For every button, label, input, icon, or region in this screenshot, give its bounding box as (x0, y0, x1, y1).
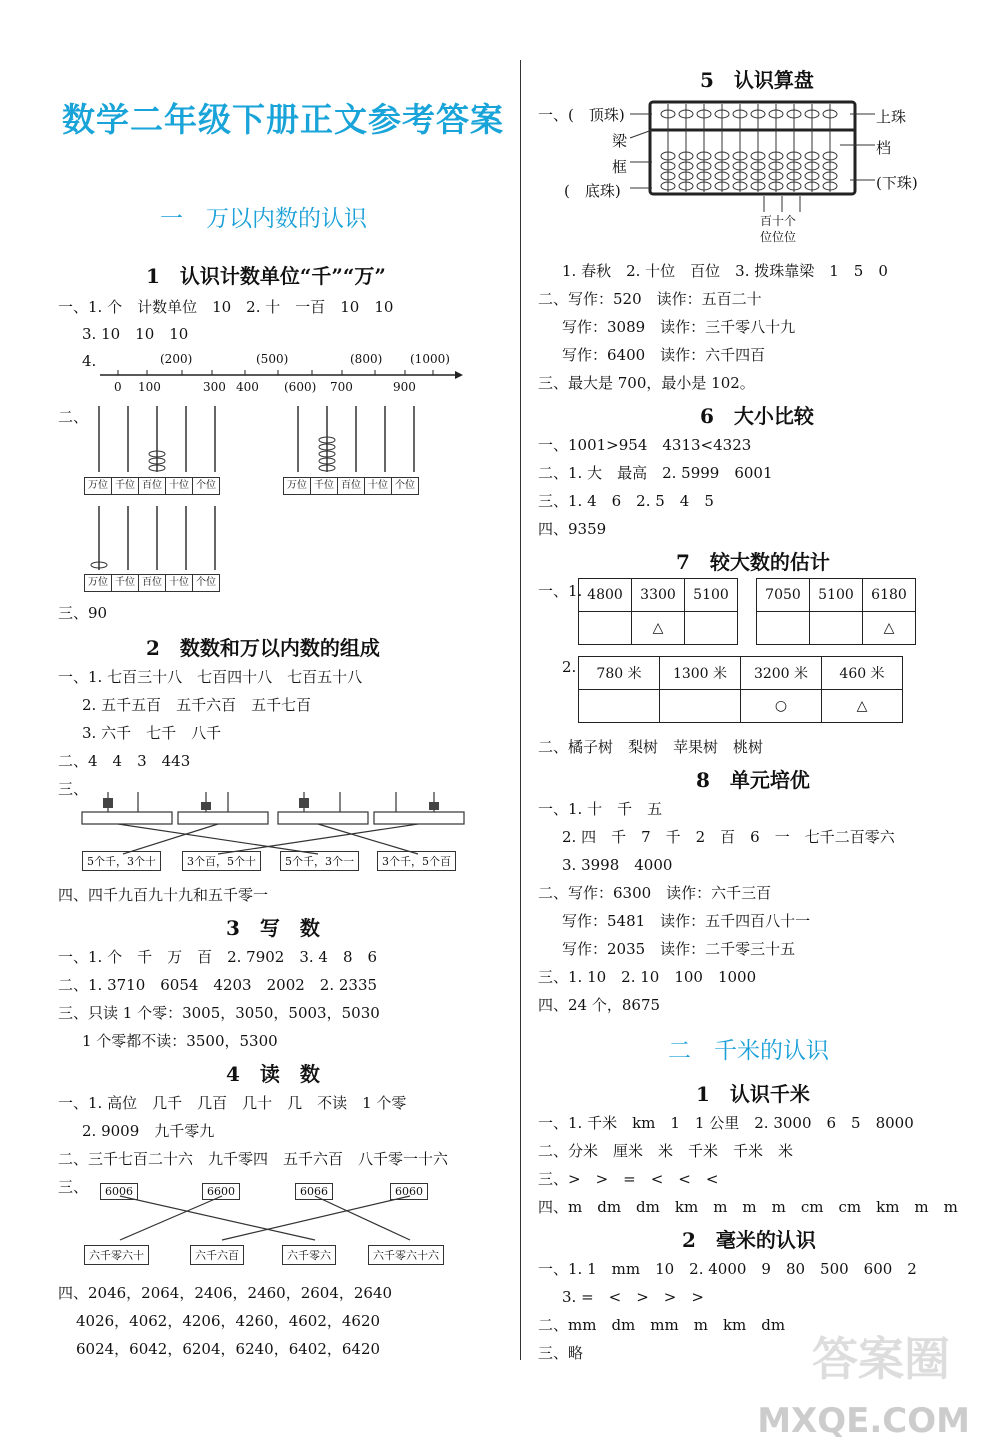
estimate-table-2 (756, 578, 916, 645)
s8-title: 8 单元培优 (696, 768, 810, 792)
t3-top-3: 3200 米 (741, 657, 822, 690)
column-divider (520, 60, 521, 1360)
nl-bot-7: 900 (393, 380, 416, 394)
s5-line4: 写作：6400 读作：六千四百 (562, 346, 766, 364)
s2-line3: 3. 六千 七千 八千 (82, 724, 222, 742)
label-ge: 个位 (192, 574, 220, 592)
unit2-title: 二 千米的认识 (668, 1038, 829, 1064)
abacus-labels-1 (84, 473, 219, 495)
t3-bot-1 (579, 690, 660, 723)
s5-line5: 三、最大是 700，最小是 102。 (538, 374, 755, 392)
s4-bot-2: 六千六百 (190, 1244, 244, 1265)
s3-line1: 一、1. 个 千 万 百 2. 7902 3. 4 8 6 (58, 948, 378, 966)
label-shi: 十位 (165, 574, 193, 592)
t3-bot-4: △ (822, 690, 903, 723)
label-bai: 百位 (138, 574, 166, 592)
watermark: MXQE.COM (757, 1401, 970, 1441)
k2-line1: 一、1. 1 mm 10 2. 4000 9 80 500 600 2 (538, 1260, 917, 1278)
label-qian: 千位 (111, 477, 139, 495)
nl-bot-5: (600) (284, 380, 317, 394)
s6-line4: 四、9359 (538, 520, 607, 538)
t2-top-3: 6180 (863, 579, 916, 612)
k2-line3: 二、mm dm mm m km dm (538, 1316, 786, 1334)
s1-line1: 一、1. 个 计数单位 10 2. 十 一百 10 10 (58, 298, 394, 316)
label-liang: 梁 (612, 132, 628, 150)
estimate-table-1 (578, 578, 738, 645)
s8-line4: 二、写作：6300 读作：六千三百 (538, 884, 772, 902)
label-bai: 百位 (138, 477, 166, 495)
abacus-labels-2 (283, 473, 418, 495)
abacus-frame-3 (84, 504, 234, 572)
s3-title: 3 写 数 (226, 916, 320, 940)
k1-line2: 二、分米 厘米 米 千米 千米 米 (538, 1142, 794, 1160)
label-wan: 万位 (283, 477, 311, 495)
nl-top-4: (1000) (410, 352, 450, 366)
s8-line8: 四、24 个，8675 (538, 996, 661, 1014)
s7-title: 7 较大数的估计 (676, 550, 830, 574)
t3-top-4: 460 米 (822, 657, 903, 690)
label-place-2: 位位位 (760, 230, 797, 244)
s3-line4: 1 个零都不读：3500，5300 (82, 1032, 278, 1050)
label-place-1: 百十个 (760, 214, 797, 228)
label-ge: 个位 (192, 477, 220, 495)
unit1-title: 一 万以内数的认识 (160, 206, 367, 232)
s8-line6: 写作：2035 读作：二千零三十五 (562, 940, 796, 958)
s4-title: 4 读 数 (226, 1062, 320, 1086)
label-xiazhu: (下珠) (876, 174, 918, 192)
s3-line3: 三、只读 1 个零：3005，3050，5003，5030 (58, 1004, 380, 1022)
s2-line6: 四、四千九百九十九和五千零一 (58, 886, 269, 904)
t1-bot-1 (579, 612, 632, 645)
label-wan: 万位 (84, 574, 112, 592)
nl-bot-2: 100 (138, 380, 161, 394)
t1-top-2: 3300 (632, 579, 685, 612)
label-dang: 档 (876, 139, 892, 157)
t3-top-2: 1300 米 (660, 657, 741, 690)
t1-top-1: 4800 (579, 579, 632, 612)
s1-line3: 4. (82, 352, 97, 370)
s4-line3: 二、三千七百二十六 九千零四 五千六百 八千零一十六 (58, 1150, 449, 1168)
s2-line2: 2. 五千五百 五千六百 五千七百 (82, 696, 312, 714)
s7-line3: 二、橘子树 梨树 苹果树 桃树 (538, 738, 764, 756)
s2-line1: 一、1. 七百三十八 七百四十八 七百五十八 (58, 668, 363, 686)
k2-line4: 三、略 (538, 1344, 584, 1362)
abacus-frame-1 (84, 404, 234, 474)
s4-bot-1: 六千零六十 (84, 1244, 149, 1265)
label-wan: 万位 (84, 477, 112, 495)
estimate-table-3 (578, 656, 903, 723)
s2-title: 2 数数和万以内数的组成 (146, 636, 380, 660)
s8-line1: 一、1. 十 千 五 (538, 800, 663, 818)
label-shangzhu: 上珠 (876, 108, 907, 126)
t2-top-1: 7050 (757, 579, 810, 612)
s4-line7: 6024，6042，6204，6240，6402，6420 (76, 1340, 381, 1358)
t3-bot-2 (660, 690, 741, 723)
t3-bot-3: ○ (741, 690, 822, 723)
abacus-labels-3 (84, 570, 219, 592)
s8-line2: 2. 四 千 7 千 2 百 6 一 七千二百零六 (562, 828, 895, 846)
nl-bot-4: 400 (236, 380, 259, 394)
t1-bot-3 (685, 612, 738, 645)
nl-top-3: (800) (350, 352, 383, 366)
k1-title: 1 认识千米 (696, 1082, 810, 1106)
s5-line2: 二、写作：520 读作：五百二十 (538, 290, 762, 308)
k2-title: 2 毫米的认识 (682, 1228, 816, 1252)
s2-box-3: 5个千，3个一 (280, 850, 359, 871)
s6-line2: 二、1. 大 最高 2. 5999 6001 (538, 464, 773, 482)
s4-line4: 三、 (58, 1178, 89, 1196)
page-title: 数学二年级下册正文参考答案 (62, 100, 504, 139)
label-qian: 千位 (310, 477, 338, 495)
t2-bot-2 (810, 612, 863, 645)
k1-line1: 一、1. 千米 km 1 1 公里 2. 3000 6 5 8000 (538, 1114, 914, 1132)
label-kuang: 框 (612, 158, 628, 176)
s4-bot-3: 六千零六 (282, 1244, 336, 1265)
s4-top-3: 6066 (295, 1180, 333, 1200)
s5-title: 5 认识算盘 (700, 68, 814, 92)
s4-top-2: 6600 (202, 1180, 240, 1200)
s1-san: 三、90 (58, 604, 108, 622)
s4-line2: 2. 9009 九千零九 (82, 1122, 215, 1140)
s8-line5: 写作：5481 读作：五千四百八十一 (562, 912, 811, 930)
s7-line1: 一、1. (538, 582, 583, 600)
s2-box-1: 5个千，3个十 (82, 850, 161, 871)
k1-line4: 四、m dm dm km m m m cm cm km m m (538, 1198, 958, 1216)
t1-bot-2: △ (632, 612, 685, 645)
s6-line3: 三、1. 4 6 2. 5 4 5 (538, 492, 714, 510)
s1-er: 二、 (58, 408, 89, 426)
s1-line2: 3. 10 10 10 (82, 325, 189, 343)
label-qian: 千位 (111, 574, 139, 592)
s2-box-2: 3个百，5个十 (182, 850, 261, 871)
s1-title: 1 认识计数单位“千”“万” (146, 264, 386, 288)
label-shi: 十位 (364, 477, 392, 495)
s4-line1: 一、1. 高位 几千 几百 几十 几 不读 1 个零 (58, 1094, 407, 1112)
label-bai: 百位 (337, 477, 365, 495)
t1-top-3: 5100 (685, 579, 738, 612)
nl-bot-1: 0 (114, 380, 122, 394)
label-dingzhu: 一、( 顶珠) (538, 106, 625, 124)
t2-top-2: 5100 (810, 579, 863, 612)
s6-title: 6 大小比较 (700, 404, 814, 428)
s4-line5: 四、2046，2064，2406，2460，2604，2640 (58, 1284, 393, 1302)
s2-line5: 三、 (58, 780, 89, 798)
t2-bot-3: △ (863, 612, 916, 645)
label-dizhu: ( 底珠) (564, 182, 621, 200)
s8-line3: 3. 3998 4000 (562, 856, 673, 874)
abacus-frame-2 (283, 404, 433, 474)
nl-top-1: (200) (160, 352, 193, 366)
label-ge: 个位 (391, 477, 419, 495)
k1-line3: 三、> > = < < < (538, 1170, 719, 1188)
s5-line3: 写作：3089 读作：三千零八十九 (562, 318, 796, 336)
s4-line6: 4026，4062，4206，4260，4602，4620 (76, 1312, 381, 1330)
s4-top-1: 6006 (100, 1180, 138, 1200)
nl-bot-6: 700 (330, 380, 353, 394)
s2-box-4: 3个千，5个百 (377, 850, 456, 871)
s3-line2: 二、1. 3710 6054 4203 2002 2. 2335 (58, 976, 378, 994)
nl-top-2: (500) (256, 352, 289, 366)
s6-line1: 一、1001>954 4313<4323 (538, 436, 752, 454)
t3-top-1: 780 米 (579, 657, 660, 690)
s8-line7: 三、1. 10 2. 10 100 1000 (538, 968, 757, 986)
k2-line2: 3. = < > > > (562, 1288, 704, 1306)
nl-bot-3: 300 (203, 380, 226, 394)
suanpan-pointers (600, 100, 900, 240)
s7-line2: 2. (562, 658, 577, 676)
t2-bot-1 (757, 612, 810, 645)
watermark-logo: 答案圈 (812, 1332, 950, 1386)
s4-bot-4: 六千零六十六 (368, 1244, 444, 1265)
s4-top-4: 6060 (390, 1180, 428, 1200)
s2-line4: 二、4 4 3 443 (58, 752, 191, 770)
s5-line1: 1. 春秋 2. 十位 百位 3. 拨珠靠梁 1 5 0 (562, 262, 888, 280)
label-shi: 十位 (165, 477, 193, 495)
